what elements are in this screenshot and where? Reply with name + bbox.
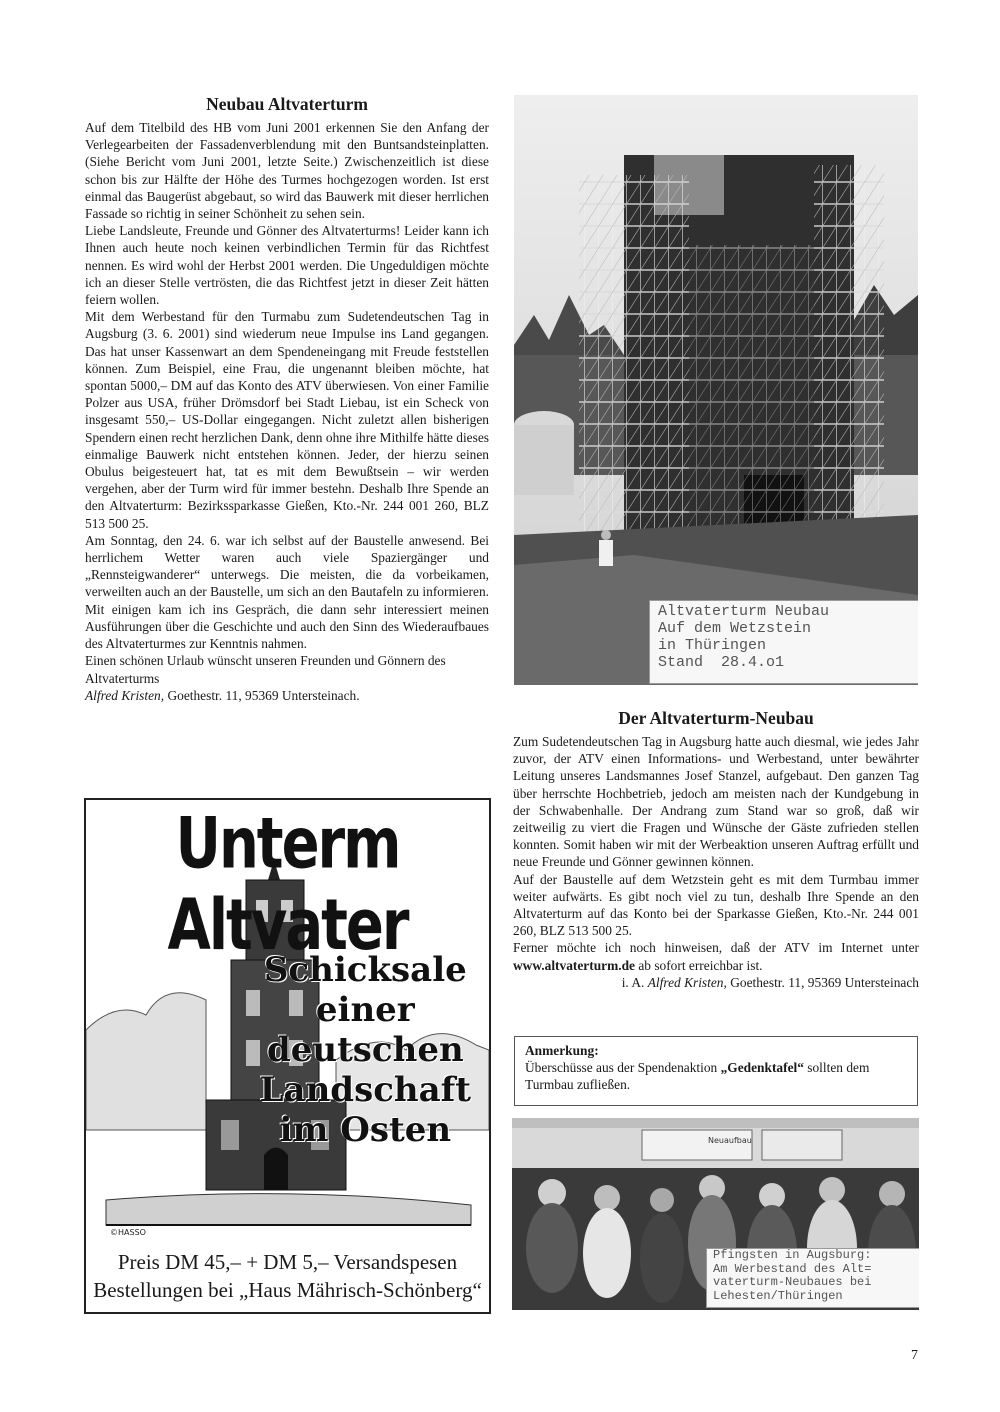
signature-address: Goethestr. 11, 95369 Untersteinach [726,974,919,990]
ad-price-line: Preis DM 45,– + DM 5,– Versandspesen [117,1250,458,1274]
signature-name: Alfred Kristen, [85,687,165,703]
ad-title: Unterm Altvater [167,803,408,967]
ad-order-line: Bestellungen bei „Haus Mährisch-Schönberg“ [93,1278,482,1302]
ad-subtitle-line: Schicksale [263,950,467,990]
right-article-title: Der Altvaterturm-Neubau [618,708,814,728]
right-article-paragraph: Auf der Baustelle auf dem Wetzstein geht es mit dem Turmbau immer weiter aufwärts. Es gibt noch viel zu tun, deshalb Ihre Spende an den Altvaterturm auf das Konto bei der Sparkasse Gießen, Kto.-Nr. 244 001 260, BLZ 513 500 25. [513,871,919,939]
caption-line: vaterturm-Neubaues bei [713,1275,872,1289]
exhibition-stand-photo [512,1118,919,1310]
note-text [525,1059,907,1093]
exhibition-photo-caption [706,1248,919,1308]
signature-address: Goethestr. 11, 95369 Untersteinach. [164,687,360,703]
signature-prefix: i. A. [621,974,648,990]
right-article-paragraph [513,939,919,973]
website-link[interactable]: www.altvaterturm.de [513,957,635,973]
stand-sign: Neuaufbau [708,1136,752,1145]
ad-subtitle-line: im Osten [279,1110,452,1150]
caption-line: in Thüringen [658,637,767,654]
ad-footer [86,1248,489,1304]
caption-line: Stand 28.4.o1 [658,654,785,671]
note-highlight: „Gedenktafel“ [720,1060,804,1075]
caption-line: Auf dem Wetzstein [658,620,812,637]
left-article-title: Neubau Altvaterturm [206,94,368,114]
signature-name: Alfred Kristen, [647,974,727,990]
page-number: 7 [911,1348,918,1363]
left-article-paragraph: Am Sonntag, den 24. 6. war ich selbst auf der Baustelle anwesend. Bei herrlichem Wetter waren auch viele Spaziergänger und „Rennsteigwanderer“ unterwegs. Die meisten, die da vorbeikamen, verweilten auch an der Baustelle, um sich an den Bautafeln zu informieren. Mit einigen kam ich ins Gespräch, die dann sehr interessiert meinen Ausführungen über die Geschichte und auch den Sinn des Wiederaufbaues des Altvaterturmes zur Kenntnis nahmen. [85,532,489,652]
note-title: Anmerkung: [525,1043,599,1058]
construction-photo [514,95,918,685]
right-article-paragraph: Zum Sudetendeutschen Tag in Augsburg hatte auch diesmal, wie jedes Jahr zuvor, der ATV einen Informations- und Werbestand, unter bewährter Leitung unseres Landsmannes Josef Stanzel, aufgebaut. Den ganzen Tag über herrschte Hochbetrieb, jedoch am meisten nach der Kundgebung in der Schwabenhalle. Der Andrang zum Stand war so groß, daß wir zeitweilig zu viert die Fragen und Wünsche der Gäste zufrieden stellen konnten. Somit haben wir mit der Werbeaktion unseren Auftrag erfüllt und neue Freunde und Gönner gewinnen können. [513,734,919,870]
left-article-paragraph: Einen schönen Urlaub wünscht unseren Freunden und Gönnern des Altvaterturms [85,653,446,686]
left-article-paragraph: Liebe Landsleute, Freunde und Gönner des Altvaterturms! Leider kann ich Ihnen auch heute noch keinen verbindlichen Termin für das Richtfest nennen. Es wird wohl der Herbst 2001 werden. Die Ungeduldigen möchte ich an dieser Stelle vertrösten, die das Richtfest jetzt in dieser Zeit hätten feiern wollen. [85,223,489,308]
ad-subtitle [260,950,471,1150]
construction-photo-caption [649,600,918,684]
book-advertisement [84,798,491,1314]
artist-mark: ©HASSO [110,1228,146,1237]
note-box [514,1036,918,1106]
note-text-end: sollten dem Turmbau zufließen. [525,1060,870,1092]
caption-line: Altvaterturm Neubau [658,603,830,620]
caption-line: Am Werbestand des Alt= [713,1261,872,1276]
ad-subtitle-line: einer [315,990,415,1030]
internet-text-end: ab sofort erreichbar ist. [634,957,763,973]
internet-text: Ferner möchte ich noch hinweisen, daß der ATV im Internet unter [513,940,919,956]
caption-line: Pfingsten in Augsburg: [713,1248,872,1262]
right-article-signature [513,974,919,991]
left-article-signature [85,687,489,704]
ad-subtitle-line: deutschen [266,1030,464,1070]
left-article-paragraph: Auf dem Titelbild des HB vom Juni 2001 erkennen Sie den Anfang der Verlegearbeiten der Fassadenverblendung mit den Buntsandsteinplatten. (Siehe Bericht vom Juni 2001, letzte Seite.) Zwischenzeitlich ist diese schon bis zur Hälfte der Höhe des Turmes hochgezogen worden. Ist erst einmal das Baugerüst abgebaut, so wird das Bauwerk mit dieser herrlichen Fassade so richtig in seiner Schönheit zu sehen sein. [85,120,489,222]
ad-subtitle-line: Landschaft [259,1070,471,1110]
left-article-paragraph: Mit dem Werbestand für den Turmabu zum Sudetendeutschen Tag in Augsburg (3. 6. 2001) sind wiederum neue Impulse ins Land gegangen. Das hat unser Kassenwart an dem Spendeneingang mit Freude feststellen können. Zum Beispiel, eine Frau, die ungenannt bleiben möchte, hat spontan 5000,– DM auf das Konto des ATV überwiesen. Von einer Familie Polzer aus USA, früher Drömsdorf bei Stadt Liebau, ist ein Scheck von insgesamt 550,– US-Dollar eingegangen. Nicht zuletzt allen bisherigen Spendern einen recht herzlichen Dank, denn ohne ihre Mithilfe hätte dieses einmalige Bauwerk nicht entstehen können. Jeder, der hierzu seinen Obulus beigesteuert hat, tat es mit dem Bewußtsein – wir werden vergehen, aber der Turm wird für immer bestehn. Deshalb Ihre Spende an den Altvaterturm: Bezirkssparkasse Gießen, Kto.-Nr. 244 001 260, BLZ 513 500 25. [85,309,489,531]
scaffolded-tower-illustration [514,95,918,685]
note-text-start: Überschüsse aus der Spendenaktion [525,1060,721,1075]
right-article [513,708,919,991]
left-article [85,94,489,704]
caption-line: Lehesten/Thüringen [713,1288,843,1303]
